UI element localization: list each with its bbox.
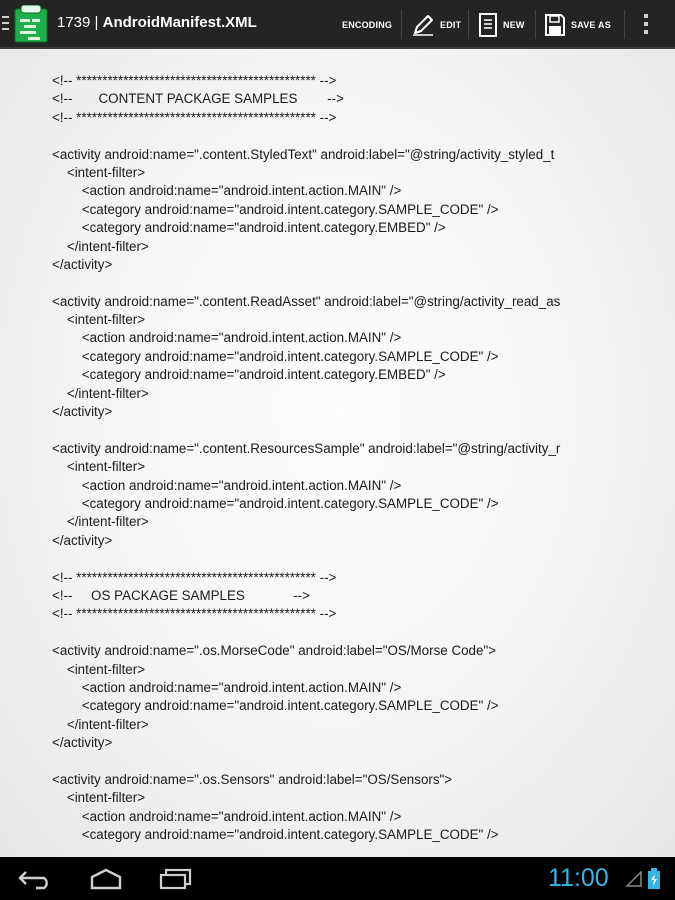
encoding-button[interactable] xyxy=(342,0,392,49)
code-line[interactable] xyxy=(52,127,652,145)
code-line[interactable]: <!-- CONTENT PACKAGE SAMPLES --> xyxy=(52,91,344,107)
code-line[interactable]: </activity> xyxy=(52,404,113,420)
back-icon[interactable] xyxy=(18,868,54,890)
code-line[interactable]: <!-- OS PACKAGE SAMPLES --> xyxy=(52,587,310,603)
battery-icon xyxy=(647,868,661,890)
floppy-disk-icon xyxy=(544,13,566,37)
code-line[interactable]: <action android:name="android.intent.action.MAIN" /> xyxy=(52,183,402,199)
save-as-button[interactable] xyxy=(544,0,611,49)
code-line[interactable]: <activity android:name=".content.StyledText" android:label="@string/activity_styled_t xyxy=(52,146,555,162)
code-line[interactable]: <activity android:name=".content.ReadAsset" android:label="@string/activity_read_as xyxy=(52,293,561,309)
new-button[interactable] xyxy=(478,0,525,49)
clock[interactable]: 11:00 xyxy=(548,864,609,892)
code-line[interactable]: <category android:name="android.intent.category.EMBED" /> xyxy=(52,220,446,236)
edit-button[interactable] xyxy=(411,0,461,49)
code-line[interactable]: <category android:name="android.intent.category.SAMPLE_CODE" /> xyxy=(52,201,499,217)
code-text[interactable] xyxy=(52,72,652,844)
code-line[interactable]: </activity> xyxy=(52,532,113,548)
edit-label: EDIT xyxy=(440,19,462,30)
divider xyxy=(468,10,469,39)
recent-apps-icon[interactable] xyxy=(158,868,194,890)
code-line[interactable]: <action android:name="android.intent.action.MAIN" /> xyxy=(52,808,402,824)
code-line[interactable]: <!-- ********************************************** --> xyxy=(52,109,337,125)
divider xyxy=(535,10,536,39)
code-line[interactable]: <category android:name="android.intent.category.SAMPLE_CODE" /> xyxy=(52,698,499,714)
overflow-menu-icon[interactable] xyxy=(643,14,649,36)
code-line[interactable]: <category android:name="android.intent.category.SAMPLE_CODE" /> xyxy=(52,348,499,364)
code-line[interactable]: </intent-filter> xyxy=(52,238,149,254)
code-line[interactable]: <intent-filter> xyxy=(52,661,146,677)
code-line[interactable]: <intent-filter> xyxy=(52,790,146,806)
new-label: NEW xyxy=(503,19,525,30)
signal-icon xyxy=(626,871,642,887)
encoding-label: ENCODING xyxy=(342,19,393,30)
document-icon xyxy=(478,12,498,38)
code-line[interactable] xyxy=(52,274,652,292)
code-line[interactable]: <intent-filter> xyxy=(52,312,146,328)
code-line[interactable] xyxy=(52,752,652,770)
divider xyxy=(624,10,625,39)
code-line[interactable]: <category android:name="android.intent.category.EMBED" /> xyxy=(52,367,446,383)
code-line[interactable]: <activity android:name=".os.Sensors" android:label="OS/Sensors"> xyxy=(52,771,453,787)
code-line[interactable]: <category android:name="android.intent.category.SAMPLE_CODE" /> xyxy=(52,495,499,511)
code-line[interactable]: </intent-filter> xyxy=(52,716,149,732)
title-count: 1739 xyxy=(57,14,91,31)
code-line[interactable]: </intent-filter> xyxy=(52,385,149,401)
system-nav-bar xyxy=(0,857,675,900)
code-line[interactable] xyxy=(52,421,652,439)
title-separator: | xyxy=(90,14,103,31)
divider xyxy=(401,10,402,39)
action-bar xyxy=(0,0,675,49)
code-line[interactable]: <action android:name="android.intent.action.MAIN" /> xyxy=(52,679,402,695)
code-line[interactable] xyxy=(52,624,652,642)
code-line[interactable]: </activity> xyxy=(52,256,113,272)
code-line[interactable]: <intent-filter> xyxy=(52,164,146,180)
code-line[interactable] xyxy=(52,550,652,568)
window-title xyxy=(57,14,257,31)
save-as-label: SAVE AS xyxy=(571,19,611,30)
code-line[interactable]: <activity android:name=".os.MorseCode" android:label="OS/Morse Code"> xyxy=(52,643,497,659)
title-filename: AndroidManifest.XML xyxy=(102,14,257,31)
code-line[interactable]: <!-- ********************************************** --> xyxy=(52,606,337,622)
code-line[interactable]: <category android:name="android.intent.category.SAMPLE_CODE" /> xyxy=(52,827,499,843)
home-icon[interactable] xyxy=(88,868,124,890)
code-line[interactable]: <action android:name="android.intent.action.MAIN" /> xyxy=(52,330,402,346)
code-line[interactable]: <activity android:name=".content.ResourcesSample" android:label="@string/activity_r xyxy=(52,440,561,456)
code-line[interactable]: <!-- ********************************************** --> xyxy=(52,569,337,585)
pencil-icon xyxy=(411,13,435,37)
app-icon[interactable] xyxy=(14,5,48,43)
code-line[interactable]: <intent-filter> xyxy=(52,459,146,475)
code-line[interactable]: </intent-filter> xyxy=(52,514,149,530)
editor-area[interactable] xyxy=(0,49,675,857)
code-line[interactable]: <!-- ********************************************** --> xyxy=(52,73,337,88)
code-line[interactable]: <action android:name="android.intent.action.MAIN" /> xyxy=(52,477,402,493)
menu-icon[interactable] xyxy=(2,16,9,32)
code-line[interactable]: </activity> xyxy=(52,735,113,751)
